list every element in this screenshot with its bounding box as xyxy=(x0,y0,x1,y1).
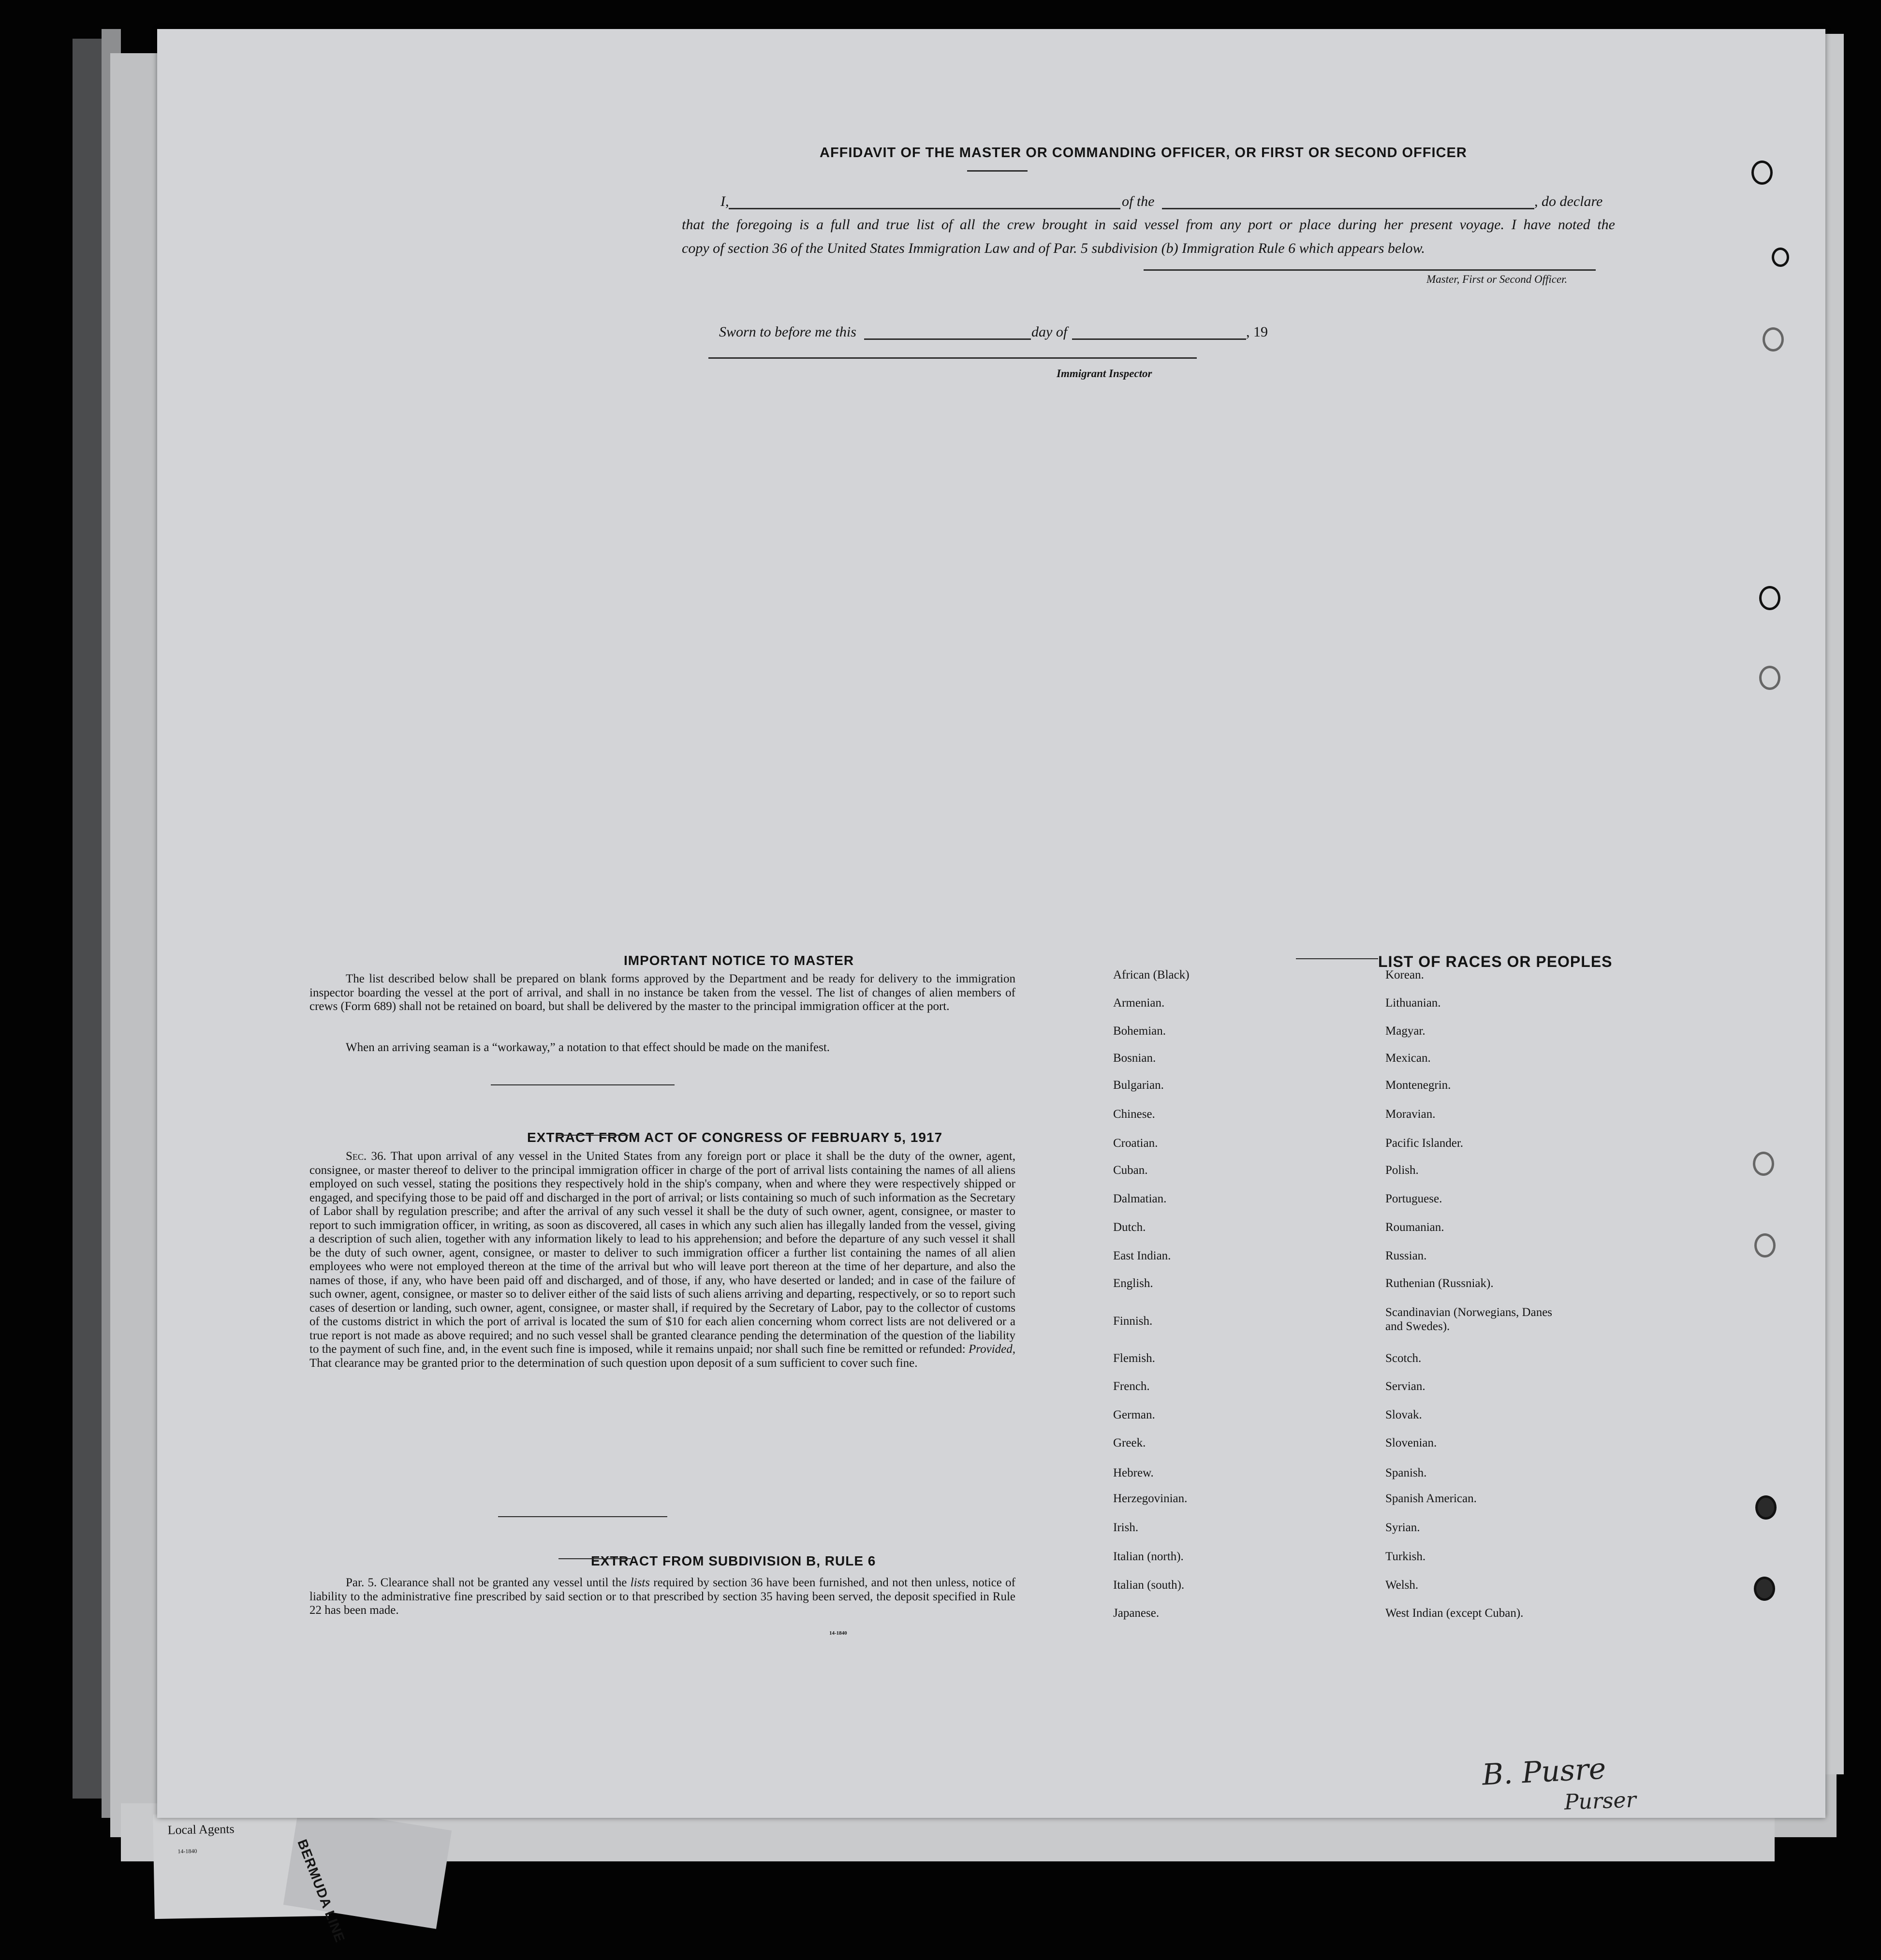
sworn-label: Sworn to before me this xyxy=(719,324,856,340)
sworn-day-of-label: day of xyxy=(1031,324,1068,340)
extract-act-title: EXTRACT FROM ACT OF CONGRESS OF FEBRUARY 5, 1917 xyxy=(527,1130,943,1145)
race-list-item: Finnish. xyxy=(1113,1315,1153,1328)
par-5-start: Par. 5. Clearance shall not be granted any vessel until the xyxy=(346,1576,627,1589)
binder-hole xyxy=(1753,1152,1774,1176)
race-list-item: Spanish American. xyxy=(1385,1492,1477,1505)
notice-title: IMPORTANT NOTICE TO MASTER xyxy=(624,953,854,968)
sworn-month-line[interactable] xyxy=(1072,338,1246,340)
extract-rule-title: EXTRACT FROM SUBDIVISION B, RULE 6 xyxy=(591,1553,876,1568)
race-list-item: Cuban. xyxy=(1113,1164,1148,1177)
race-list-item: Korean. xyxy=(1385,968,1424,981)
declare-label: , do declare xyxy=(1534,193,1603,209)
race-list-item: Croatian. xyxy=(1113,1137,1158,1150)
binder-hole xyxy=(1763,327,1784,351)
race-list-item: Japanese. xyxy=(1113,1607,1160,1620)
section-36-end: That clearance may be granted prior to the determination of such question upon deposit of a sum sufficient to cover such fine. xyxy=(309,1356,918,1370)
race-list-item: East Indian. xyxy=(1113,1249,1171,1262)
race-list-item: Dalmatian. xyxy=(1113,1192,1167,1205)
vessel-name-line[interactable] xyxy=(1162,208,1534,209)
section-36-label: Sec. 36. xyxy=(346,1150,386,1163)
race-list-item: Slovak. xyxy=(1385,1408,1422,1421)
par-5-end: required by section 36 have been furnished, and not then unless, notice of liability to the administrative fine prescribed by said section or to that prescribed by section 35 having been served, the deposit specified in Rule 22 has been made. xyxy=(309,1576,1016,1617)
notice-paragraph-1: The list described below shall be prepared on blank forms approved by the Department and be ready for delivery to the immigration inspector boarding the vessel at the port of arrival, and shall in no instance be taken from the vessel. The list of changes of alien members of crews (Form 689) shall not be retained on board, but shall be delivered by the master to the principal immigration officer at the port. xyxy=(309,972,1015,1013)
inspector-caption: Immigrant Inspector xyxy=(1057,367,1152,380)
officer-signature-line[interactable] xyxy=(1144,269,1596,271)
extract-act-rule xyxy=(556,1135,629,1136)
race-list-item: Italian (north). xyxy=(1113,1550,1184,1563)
binder-hole xyxy=(1759,666,1780,690)
race-list-item: Russian. xyxy=(1385,1249,1427,1262)
race-list-item: French. xyxy=(1113,1380,1150,1393)
race-list-item: Chinese. xyxy=(1113,1108,1155,1121)
bermuda-line-label: BERMUDA LINE xyxy=(294,1837,348,1945)
binder-hole xyxy=(1751,161,1773,185)
notice-paragraph-2: When an arriving seaman is a “workaway,” a notation to that effect should be made on the manifest. xyxy=(346,1041,830,1054)
binder-hole xyxy=(1772,248,1789,267)
race-list-item: Roumanian. xyxy=(1385,1221,1444,1234)
sworn-year-label: , 19 xyxy=(1246,324,1268,340)
race-list-item: Flemish. xyxy=(1113,1352,1155,1365)
race-list-item: Syrian. xyxy=(1385,1521,1420,1534)
manifest-page xyxy=(157,29,1825,1818)
race-list-item: Moravian. xyxy=(1385,1108,1436,1121)
race-list-item: Montenegrin. xyxy=(1385,1079,1451,1092)
race-list-item: Magyar. xyxy=(1385,1024,1425,1038)
lists-word: lists xyxy=(630,1576,650,1589)
binder-hole xyxy=(1754,1577,1775,1601)
binder-hole xyxy=(1759,586,1780,610)
race-list-item: Hebrew. xyxy=(1113,1466,1154,1479)
declarant-label: I, xyxy=(720,193,729,209)
race-list-item: Spanish. xyxy=(1385,1466,1427,1479)
race-list-item: Dutch. xyxy=(1113,1221,1146,1234)
race-list-item: Bohemian. xyxy=(1113,1024,1166,1038)
race-list-item: Lithuanian. xyxy=(1385,996,1441,1009)
form-number: 14-1840 xyxy=(829,1630,847,1636)
races-title-rule xyxy=(1296,958,1378,959)
race-list-item: Italian (south). xyxy=(1113,1579,1185,1592)
race-list-item: Slovenian. xyxy=(1385,1436,1437,1449)
declarant-name-line[interactable] xyxy=(729,208,1120,209)
race-list-item: Mexican. xyxy=(1385,1052,1431,1065)
race-list-item: Armenian. xyxy=(1113,996,1165,1009)
race-list-item: Greek. xyxy=(1113,1436,1146,1449)
extract-rule-rule xyxy=(558,1558,631,1559)
race-list-item: West Indian (except Cuban). xyxy=(1385,1607,1524,1620)
race-list-item: African (Black) xyxy=(1113,968,1190,981)
race-list-item: English. xyxy=(1113,1277,1153,1290)
race-list-item: Irish. xyxy=(1113,1521,1139,1534)
race-list-item: Welsh. xyxy=(1385,1579,1419,1592)
purser-title: Purser xyxy=(1564,1787,1637,1815)
binder-hole xyxy=(1755,1495,1777,1520)
affidavit-title: AFFIDAVIT OF THE MASTER OR COMMANDING OFFICER, OR FIRST OR SECOND OFFICER xyxy=(820,145,1467,161)
race-list-item: Ruthenian (Russniak). xyxy=(1385,1277,1494,1290)
provided-word: Provided, xyxy=(969,1343,1015,1356)
race-list-item: Pacific Islander. xyxy=(1385,1137,1464,1150)
local-agents-label: Local Agents xyxy=(167,1822,235,1837)
title-rule xyxy=(967,170,1028,172)
tab-form-number: 14-1840 xyxy=(177,1847,197,1855)
inspector-signature-line[interactable] xyxy=(708,357,1197,359)
race-list-item: Scandinavian (Norwegians, Danes and Swedes). xyxy=(1385,1306,1553,1333)
par-5-text xyxy=(309,1576,1015,1618)
race-list-item: German. xyxy=(1113,1408,1155,1421)
race-list-item: Servian. xyxy=(1385,1380,1425,1393)
section-36-text xyxy=(309,1150,1015,1370)
binder-hole xyxy=(1754,1233,1776,1258)
declaration-line-2: that the foregoing is a full and true list of all the crew brought in said vessel from any port or place during her present voyage. I have noted the xyxy=(682,217,1615,233)
race-list-item: Scotch. xyxy=(1385,1352,1422,1365)
vessel-label: of the xyxy=(1122,193,1155,209)
purser-signature: B. Pusre xyxy=(1481,1752,1607,1792)
race-list-item: Portuguese. xyxy=(1385,1192,1442,1205)
declaration-line-3: copy of section 36 of the United States Immigration Law and of Par. 5 subdivision (b) Immigration Rule 6 which appears below. xyxy=(682,240,1425,256)
races-title: LIST OF RACES OR PEOPLES xyxy=(1378,953,1613,970)
race-list-item: Polish. xyxy=(1385,1164,1419,1177)
notice-divider xyxy=(491,1084,675,1085)
race-list-item: Bulgarian. xyxy=(1113,1079,1164,1092)
race-list-item: Turkish. xyxy=(1385,1550,1426,1563)
section-36-body: That upon arrival of any vessel in the United States from any foreign port or place it shall be the duty of the owner, agent, consignee, or master thereof to deliver to the principal immigration officer in charge of the port of arrival lists containing the names of all aliens employed on such vessel, stating the positions they respectively hold in the ship's company, when and where they were respectively shipped or engaged, and specifying those to be paid off and discharged in the port of arrival; or lists containing so much of such information as the Secretary of Labor shall by regulation prescribe; and after the arrival of any such vessel it shall be the duty of such owner, agent, consignee, or master to report to such immigration officer, in writing, as soon as discovered, all cases in which any such alien has illegally landed from the vessel, giving a description of such alien, together with any information likely to lead to his apprehension; and before the departure of any such vessel it shall be the duty of such owner, agent, consignee, or master to deliver to such immigration officer a further list containing the names of all alien employees who were not employed thereon at the time of the arrival but who will leave port thereon at the time of her departure, and also the names of those, if any, who have been paid off and discharged, and of those, if any, who have deserted or landed; and in case of the failure of such owner, agent, consignee, or master so to deliver either of the said lists of such aliens arriving and departing, respectively, or so to report such cases of desertion or landing, such owner, agent, consignee, or master shall, if required by the Secretary of Labor, pay to the collector of customs of the customs district in which the port of arrival is located the sum of $10 for each alien concerning whom correct lists are not delivered or a true report is not made as above required; and no such vessel shall be granted clearance pending the determination of the question of the liability to the payment of such fine, and, in the event such fine is imposed, while it remains unpaid; nor shall such fine be remitted or refunded: xyxy=(309,1150,1015,1356)
race-list-item: Bosnian. xyxy=(1113,1052,1156,1065)
sworn-day-line[interactable] xyxy=(864,338,1031,340)
race-list-item: Herzegovinian. xyxy=(1113,1492,1188,1505)
rule-divider xyxy=(498,1516,667,1517)
officer-signature-caption: Master, First or Second Officer. xyxy=(1426,273,1568,285)
